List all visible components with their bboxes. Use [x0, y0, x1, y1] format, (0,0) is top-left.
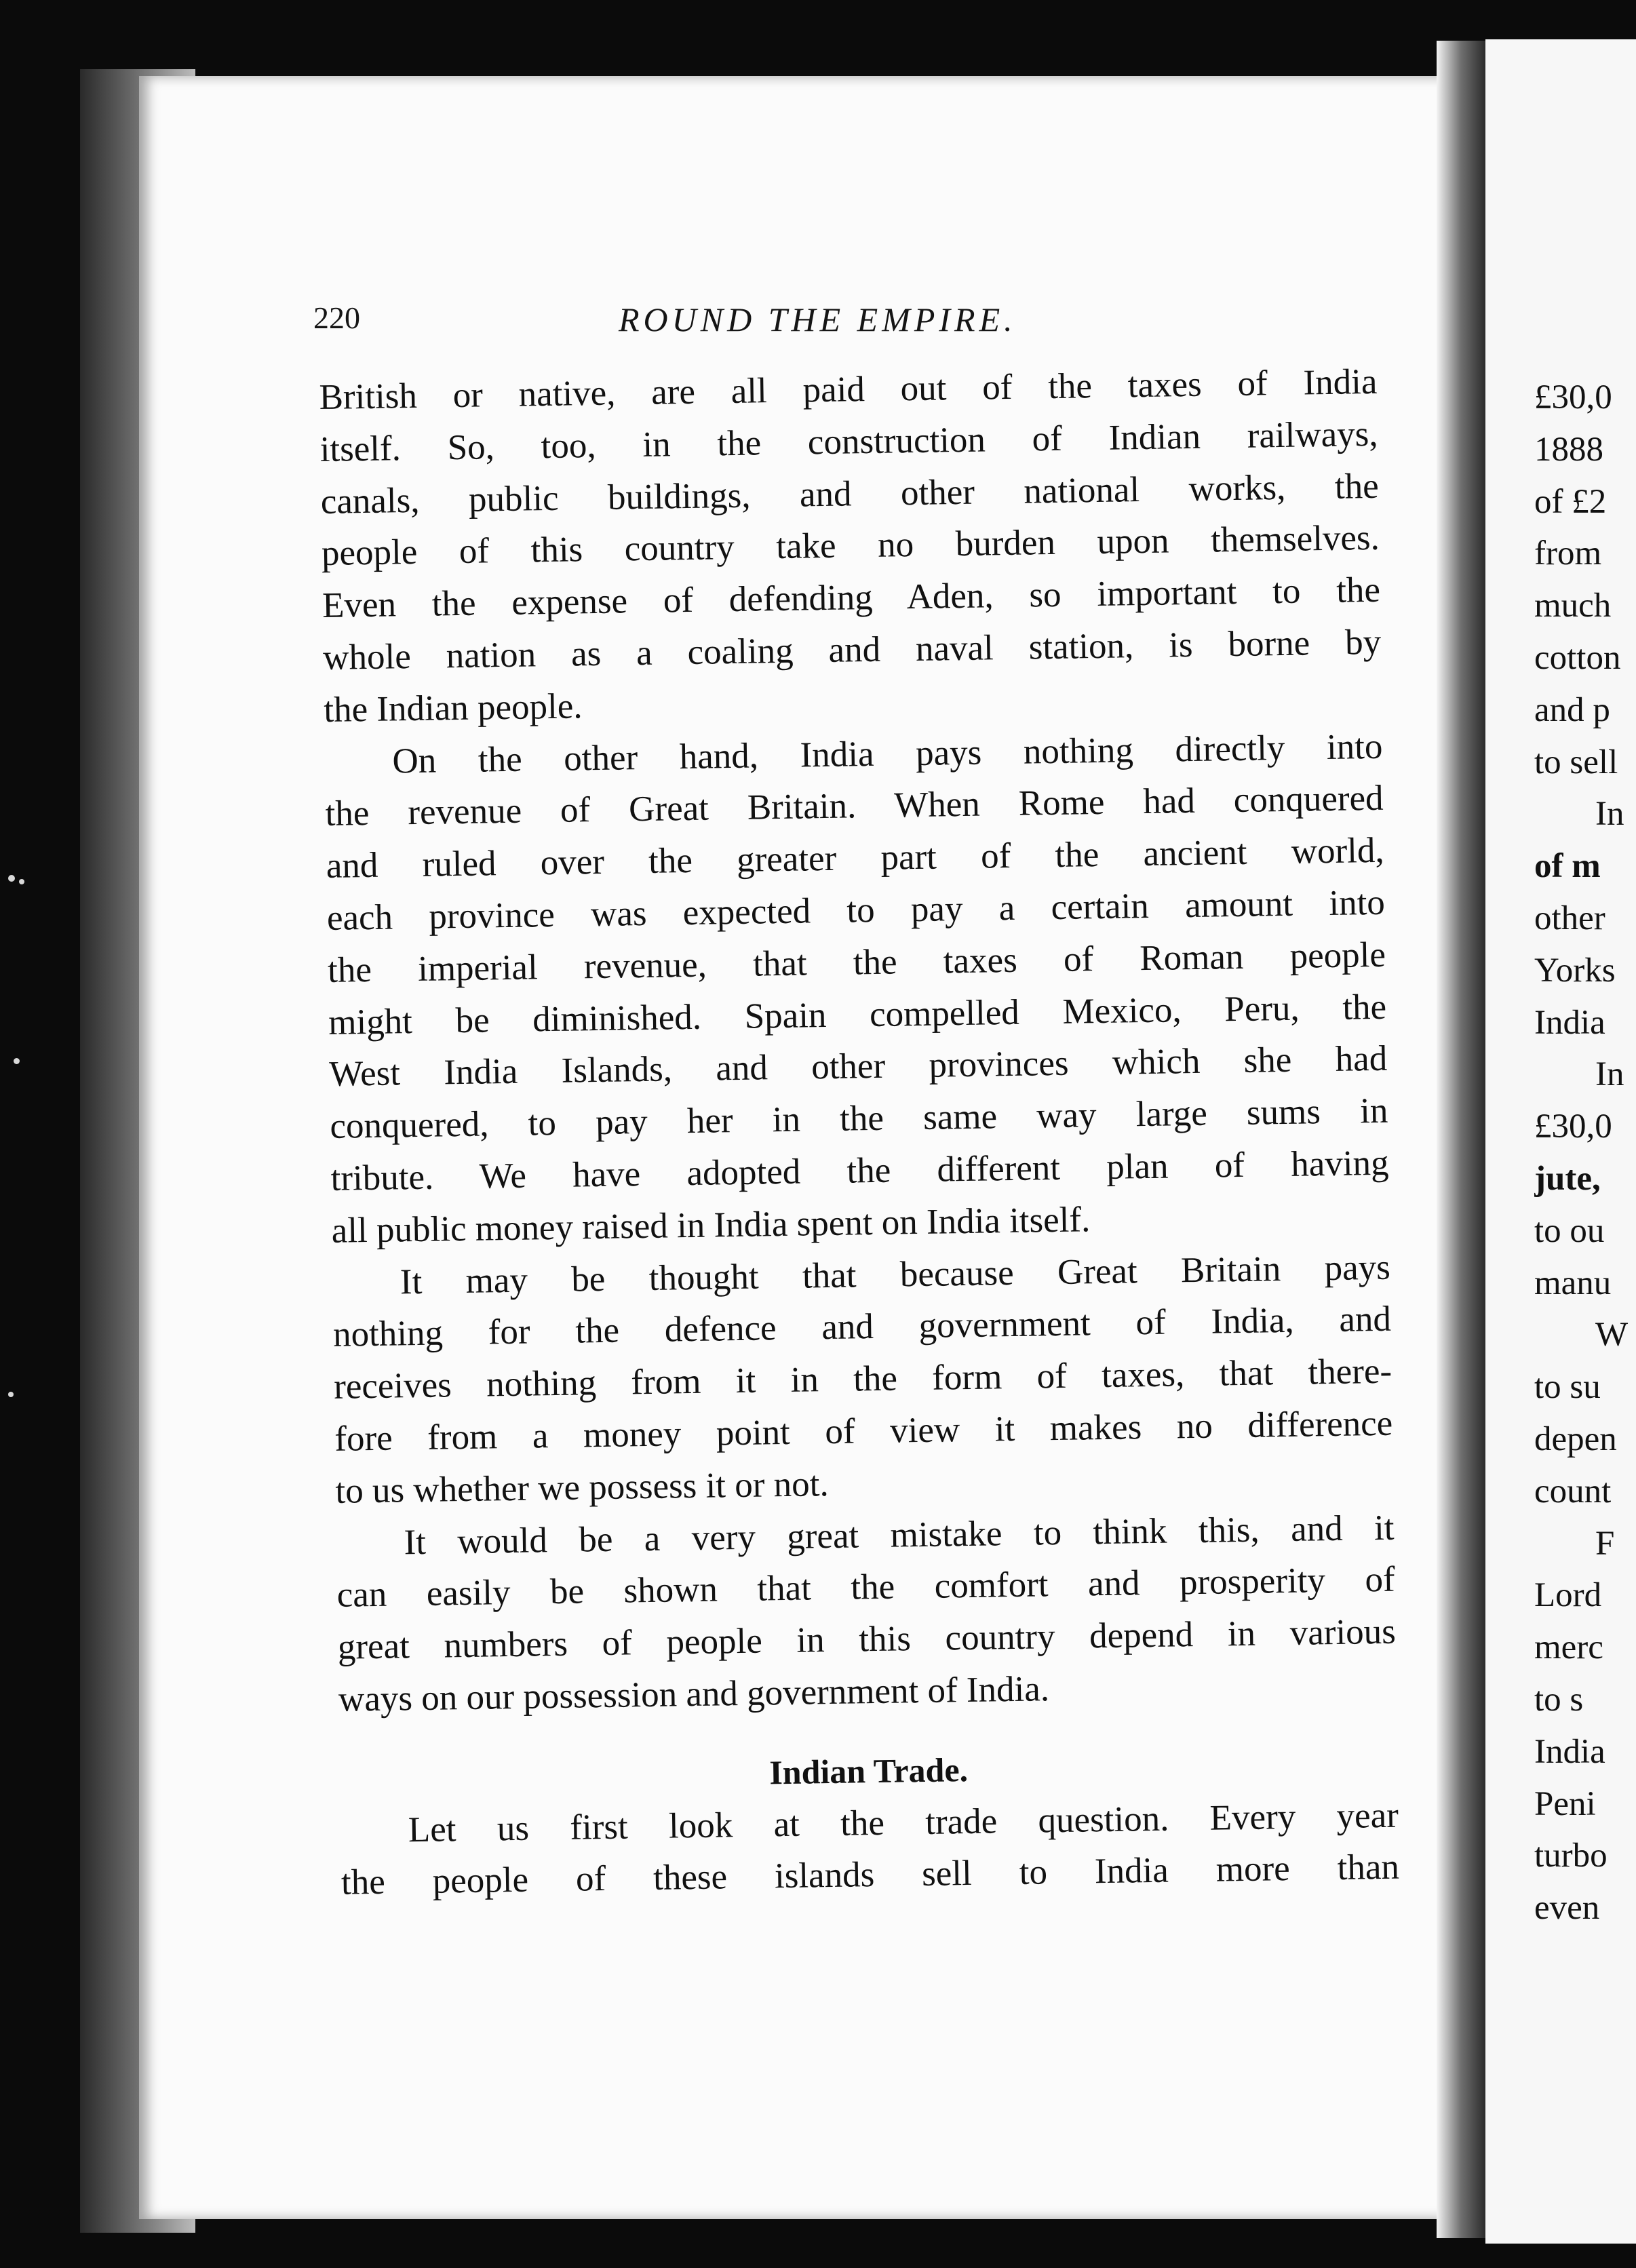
text-line: and ruled over the greater part of the ancient world,: [326, 830, 1385, 886]
text-line: the imperial revenue, that the taxes of Roman people: [327, 935, 1386, 990]
facing-text-line: and p: [1534, 690, 1610, 729]
text-line: can easily be shown that the comfort and prosperity of: [336, 1559, 1396, 1616]
facing-text-line: 1888: [1534, 430, 1603, 469]
facing-text-line: In: [1595, 795, 1624, 834]
facing-text-line: much: [1534, 587, 1612, 625]
text-line: the revenue of Great Britain. When Rome had conquered: [325, 779, 1384, 834]
facing-text-line: merc: [1534, 1628, 1603, 1667]
text-line: conquered, to pay her in the same way large sums in: [330, 1091, 1388, 1147]
facing-text-line: count: [1534, 1472, 1612, 1510]
text-line: Even the expense of defending Aden, so important to the: [322, 570, 1381, 626]
facing-text-line: to s: [1534, 1680, 1584, 1719]
text-line: to us whether we possess it or not.: [335, 1464, 830, 1511]
facing-text-line: to sell: [1534, 743, 1618, 781]
facing-text-line: India: [1534, 1732, 1605, 1771]
facing-text-line: manu: [1534, 1264, 1612, 1302]
text-line: British or native, are all paid out of the taxes of India: [319, 361, 1378, 417]
text-line: nothing for the defence and government of India, and: [332, 1299, 1392, 1355]
text-line: all public money raised in India spent on India itself.: [331, 1200, 1091, 1251]
facing-text-line: W: [1595, 1316, 1629, 1354]
facing-text-line: Peni: [1534, 1784, 1596, 1823]
facing-text-line: India: [1534, 1003, 1605, 1042]
running-title: ROUND THE EMPIRE.: [619, 300, 1017, 338]
text-line: the people of these islands sell to India more than: [340, 1847, 1400, 1903]
scan-speck: [8, 1392, 14, 1397]
facing-text-line: depen: [1534, 1420, 1617, 1458]
text-line: fore from a money point of view it makes no difference: [334, 1403, 1393, 1459]
facing-text-line: jute,: [1534, 1159, 1601, 1198]
text-line: the Indian people.: [323, 686, 583, 730]
body-text: [319, 356, 1399, 1909]
text-line: It would be a very great mistake to think this, and it: [404, 1508, 1395, 1562]
text-line: each province was expected to pay a certain amount into: [326, 882, 1386, 938]
page-header: [313, 300, 1399, 354]
text-line: Let us first look at the trade question. Every year: [408, 1795, 1399, 1850]
facing-text-line: £30,0: [1534, 378, 1612, 416]
text-line: people of this country take no burden upon themselves.: [321, 518, 1380, 574]
facing-text-line: Yorks: [1534, 951, 1616, 990]
facing-text-line: cotton: [1534, 638, 1621, 677]
facing-text-line: to su: [1534, 1368, 1601, 1407]
text-line: whole nation as a coaling and naval station, is borne by: [322, 622, 1382, 678]
scan-speck: [14, 1058, 20, 1064]
scan-speck: [8, 875, 15, 882]
text-line: tribute. We have adopted the different plan of having: [330, 1143, 1389, 1198]
facing-text-line: other: [1534, 899, 1605, 937]
text-line: West India Islands, and other provinces which she had: [328, 1039, 1388, 1095]
facing-page-text: [1534, 372, 1636, 1934]
facing-text-line: from: [1534, 534, 1602, 573]
facing-text-line: F: [1595, 1524, 1615, 1563]
facing-text-line: turbo: [1534, 1837, 1608, 1875]
facing-text-line: to ou: [1534, 1211, 1605, 1250]
text-line: might be diminished. Spain compelled Mexico, Peru, the: [328, 987, 1387, 1042]
section-heading: Indian Trade.: [768, 1750, 969, 1792]
facing-text-line: £30,0: [1534, 1108, 1612, 1146]
text-line: canals, public buildings, and other national works, the: [320, 466, 1380, 522]
facing-text-line: Lord: [1534, 1576, 1602, 1615]
text-line: itself. So, too, in the construction of Indian railways,: [319, 414, 1378, 469]
text-line: receives nothing from it in the form of taxes, that there-: [333, 1351, 1392, 1407]
facing-text-line: In: [1595, 1055, 1624, 1094]
page-number: 220: [313, 300, 360, 335]
text-line: great numbers of people in this country depend in various: [337, 1611, 1397, 1667]
scan-speck: [19, 879, 24, 884]
text-line: ways on our possession and government of India.: [338, 1669, 1050, 1719]
facing-text-line: even: [1534, 1889, 1600, 1928]
facing-text-line: of £2: [1534, 482, 1607, 521]
text-line: On the other hand, India pays nothing directly into: [392, 726, 1383, 781]
facing-text-line: of m: [1534, 847, 1601, 886]
text-line: It may be thought that because Great Britain pays: [400, 1247, 1391, 1302]
